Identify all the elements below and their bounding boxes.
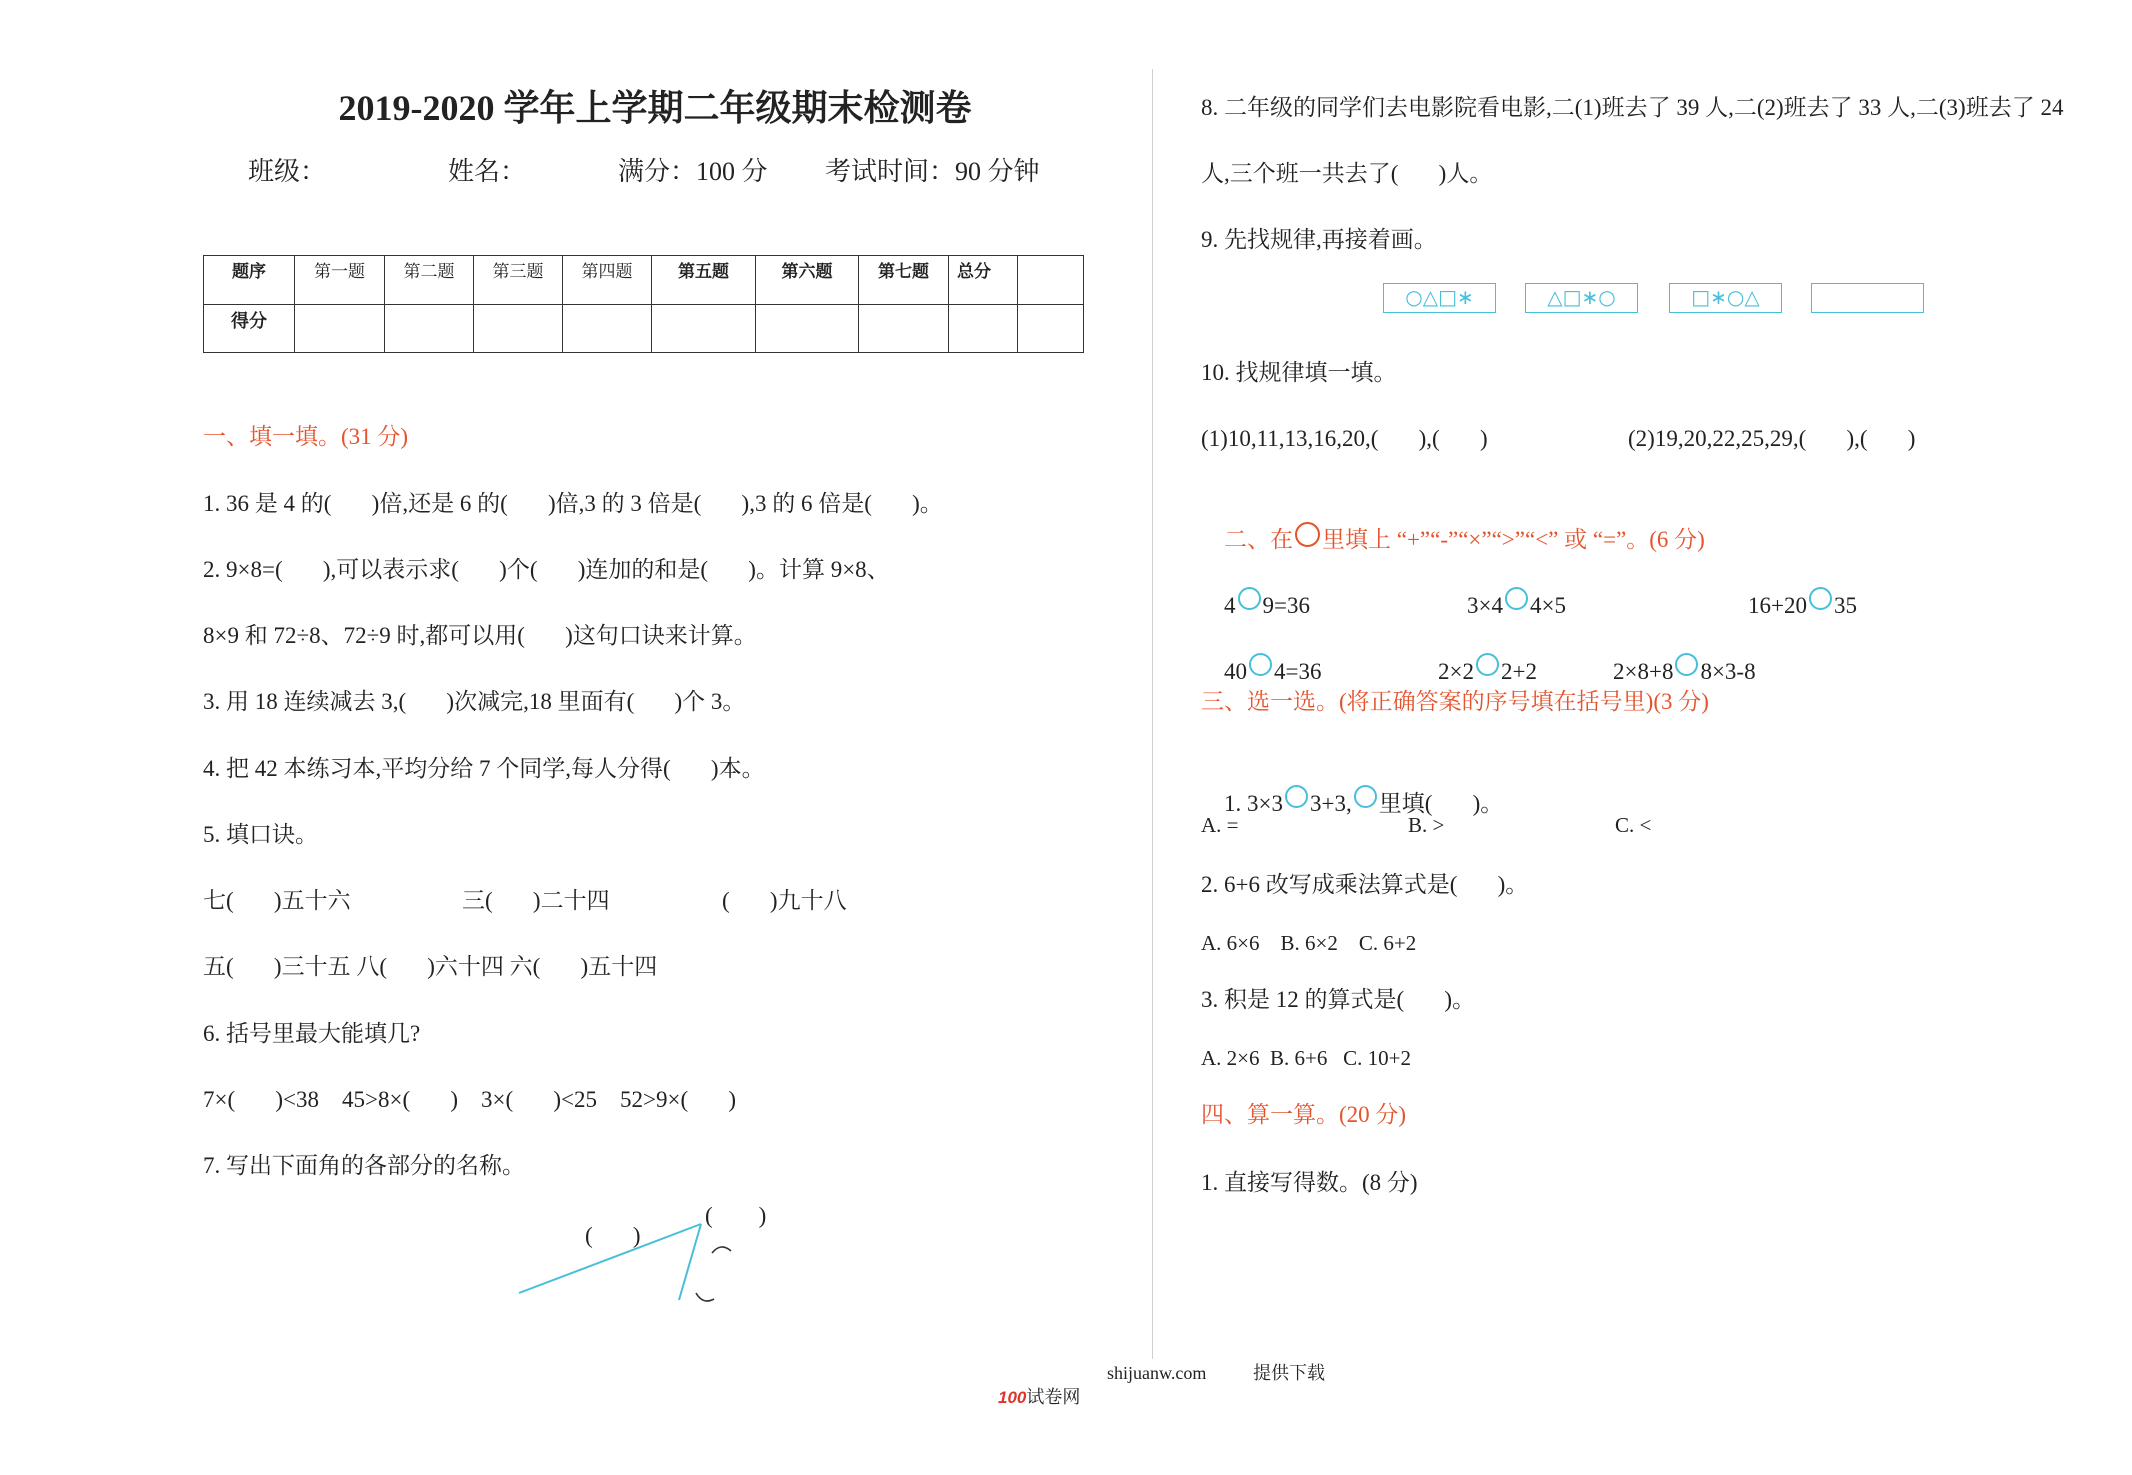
angle-label-side: ( ) xyxy=(585,1223,641,1248)
question-6: 6. 括号里最大能填几? xyxy=(203,1021,421,1046)
comparison-left: 16+20 xyxy=(1748,593,1807,618)
question-2-line-1: 2. 9×8=( ),可以表示求( )个( )连加的和是( )。计算 9×8、 xyxy=(203,557,890,582)
comparison-right: 4×5 xyxy=(1529,593,1566,618)
table-score-cell xyxy=(859,305,949,353)
table-score-cell xyxy=(385,305,474,353)
angle-arc-mark xyxy=(696,1293,714,1301)
choice-option: A. = xyxy=(1201,813,1239,837)
circle-icon xyxy=(1476,653,1499,676)
comparison-left: 40 xyxy=(1224,659,1247,684)
name-label: 姓名： xyxy=(448,157,527,186)
pattern-box: ○△□∗ xyxy=(1383,283,1496,313)
page-title: 2019-2020 学年上学期二年级期末检测卷 xyxy=(338,88,972,128)
comparison-item xyxy=(1444,559,1566,618)
comparison-right: 35 xyxy=(1833,593,1857,618)
circle-icon xyxy=(1295,522,1320,547)
choice-question-1 xyxy=(1201,757,1504,816)
footer-site: shijuanw.com xyxy=(1107,1363,1207,1383)
choice-options-2: A. 6×6 B. 6×2 C. 6+2 xyxy=(1201,931,1417,955)
question-5-row-2: 五( )三十五 八( )六十四 六( )五十四 xyxy=(203,954,658,979)
question-7: 7. 写出下面角的各部分的名称。 xyxy=(203,1153,525,1178)
question-9: 9. 先找规律,再接着画。 xyxy=(1201,227,1437,252)
question-5-item: ( )九十八 xyxy=(722,888,847,913)
calc-question-1: 1. 直接写得数。(8 分) xyxy=(1201,1170,1418,1195)
choice-question-1-part-c: 里填( )。 xyxy=(1378,791,1504,816)
question-5-item: 三( )二十四 xyxy=(462,888,610,913)
comparison-left: 3×4 xyxy=(1467,593,1503,618)
score-table-header-row xyxy=(204,256,1084,305)
table-score-cell xyxy=(949,305,1018,353)
table-header-cell: 第四题 xyxy=(563,256,652,305)
table-header-cell-empty xyxy=(1018,256,1084,305)
angle-diagram xyxy=(500,1180,820,1330)
section3-heading: 三、选一选。(将正确答案的序号填在括号里)(3 分) xyxy=(1201,689,1709,714)
comparison-right: 8×3-8 xyxy=(1700,659,1756,684)
table-score-cell xyxy=(756,305,859,353)
table-header-cell: 第二题 xyxy=(385,256,474,305)
question-4: 4. 把 42 本练习本,平均分给 7 个同学,每人分得( )本。 xyxy=(203,756,765,781)
question-2-line-2: 8×9 和 72÷8、72÷9 时,都可以用( )这句口诀来计算。 xyxy=(203,623,757,648)
circle-icon xyxy=(1249,653,1272,676)
comparison-item xyxy=(1201,559,1310,618)
question-10-part-1: (1)10,11,13,16,20,( ),( ) xyxy=(1201,426,1488,451)
table-header-cell: 总分 xyxy=(949,256,1018,305)
choice-option: B. > xyxy=(1408,813,1445,837)
question-8-line-2: 人,三个班一共去了( )人。 xyxy=(1201,161,1493,186)
question-10: 10. 找规律填一填。 xyxy=(1201,360,1397,385)
section2-heading xyxy=(1201,494,1705,552)
question-8-line-1: 8. 二年级的同学们去电影院看电影,二(1)班去了 39 人,二(2)班去了 33 人,二(3)班去了 24 xyxy=(1201,95,2064,120)
choice-options-3: A. 2×6 B. 6+6 C. 10+2 xyxy=(1201,1046,1411,1070)
angle-arc-mark xyxy=(712,1247,731,1253)
circle-icon xyxy=(1675,653,1698,676)
table-header-cell: 第五题 xyxy=(652,256,756,305)
comparison-item xyxy=(1590,625,1756,684)
choice-question-1-part-b: 3+3, xyxy=(1309,791,1352,816)
angle-ray-steep xyxy=(679,1224,701,1300)
table-score-cell xyxy=(563,305,652,353)
footer-logo xyxy=(980,1361,1080,1434)
footer-note: 提供下载 xyxy=(1253,1363,1325,1383)
comparison-right: 9=36 xyxy=(1262,593,1310,618)
section4-heading: 四、算一算。(20 分) xyxy=(1201,1102,1407,1127)
score-table xyxy=(203,255,1084,353)
exam-time: 考试时间：90 分钟 xyxy=(825,157,1040,186)
class-label: 班级： xyxy=(248,157,327,186)
pattern-box: △□∗○ xyxy=(1525,283,1638,313)
comparison-left: 2×8+8 xyxy=(1613,659,1674,684)
table-header-cell: 第一题 xyxy=(295,256,385,305)
choice-question-2: 2. 6+6 改写成乘法算式是( )。 xyxy=(1201,872,1529,897)
circle-icon xyxy=(1809,587,1832,610)
circle-icon xyxy=(1238,587,1261,610)
table-header-cell: 第三题 xyxy=(474,256,563,305)
angle-label-vertex: ( ) xyxy=(705,1203,767,1228)
table-score-cell xyxy=(474,305,563,353)
comparison-left: 4 xyxy=(1224,593,1236,618)
footer-logo-number: 100 xyxy=(998,1388,1027,1407)
table-row-label: 得分 xyxy=(204,305,295,353)
pattern-box: □∗○△ xyxy=(1669,283,1782,313)
comparison-left: 2×2 xyxy=(1438,659,1474,684)
comparison-right: 4=36 xyxy=(1274,659,1322,684)
question-5: 5. 填口诀。 xyxy=(203,822,318,847)
circle-icon xyxy=(1285,785,1308,808)
question-3: 3. 用 18 连续减去 3,( )次减完,18 里面有( )个 3。 xyxy=(203,689,746,714)
circle-icon xyxy=(1505,587,1528,610)
comparison-item xyxy=(1415,625,1537,684)
section1-heading: 一、填一填。(31 分) xyxy=(203,424,409,449)
table-score-cell xyxy=(1018,305,1084,353)
score-table-score-row xyxy=(204,305,1084,353)
comparison-right: 2+2 xyxy=(1500,659,1537,684)
table-score-cell xyxy=(295,305,385,353)
choice-question-3: 3. 积是 12 的算式是( )。 xyxy=(1201,987,1476,1012)
table-header-cell: 题序 xyxy=(204,256,295,305)
question-6-row: 7×( )<38 45>8×( ) 3×( )<25 52>9×( ) xyxy=(203,1087,737,1112)
table-header-cell: 第七题 xyxy=(859,256,949,305)
table-score-cell xyxy=(652,305,756,353)
question-1: 1. 36 是 4 的( )倍,还是 6 的( )倍,3 的 3 倍是( ),3 的 6 倍是( )。 xyxy=(203,491,943,516)
pattern-box-empty xyxy=(1811,283,1924,313)
question-5-item: 七( )五十六 xyxy=(203,888,351,913)
section2-heading-suffix: 里填上 “+”“-”“×”“>”“<” 或 “=”。(6 分) xyxy=(1322,527,1705,552)
table-header-cell: 第六题 xyxy=(756,256,859,305)
circle-icon xyxy=(1354,785,1377,808)
footer-logo-text: 试卷网 xyxy=(1026,1387,1081,1407)
choice-question-1-part-a: 1. 3×3 xyxy=(1224,791,1283,816)
comparison-item xyxy=(1725,559,1857,618)
section2-heading-prefix: 二、在 xyxy=(1224,527,1293,552)
column-divider xyxy=(1152,69,1153,1359)
comparison-item xyxy=(1201,625,1322,684)
choice-option: C. < xyxy=(1615,813,1652,837)
question-10-part-2: (2)19,20,22,25,29,( ),( ) xyxy=(1628,426,1916,451)
full-score: 满分：100 分 xyxy=(618,157,768,186)
